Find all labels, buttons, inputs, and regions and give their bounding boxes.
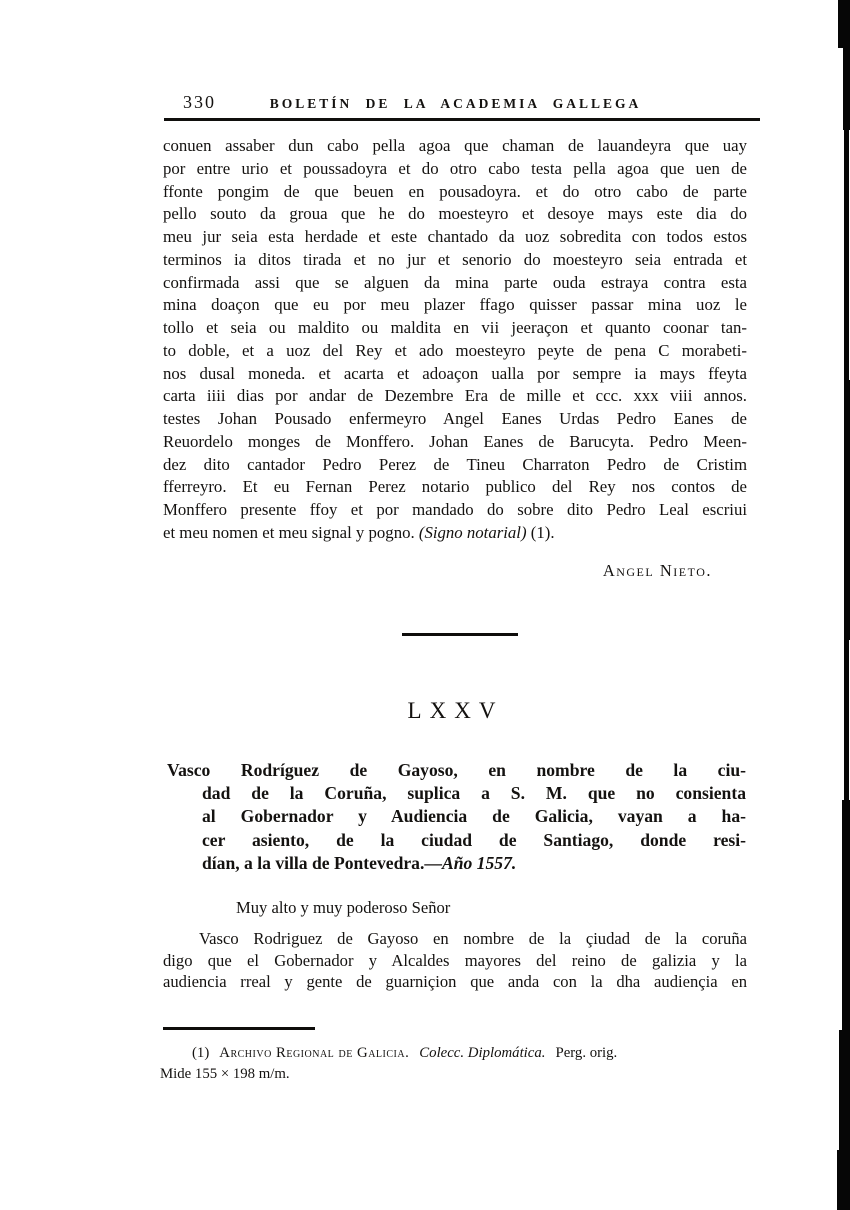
charter-line: testes Johan Pousado enfermeyro Angel Eanes Urdas Pedro Eanes de: [163, 409, 747, 428]
charter-line: mina doaçon que eu por meu plazer ffago quisser passar mina uoz le: [163, 295, 747, 315]
footnote-rule: [163, 1027, 315, 1030]
heading-line: dad de la Coruña, suplica a S. M. que no consienta: [202, 783, 746, 804]
charter-line: to doble, et a uoz del Rey et ado moesteyro peyte de pena C morabeti-: [163, 340, 747, 360]
charter-last-text: et meu nomen et meu signal y pogno.: [163, 522, 419, 542]
section-number: LXXV: [407, 698, 504, 723]
charter-line: ffonte pongim de que beuen en pousadoyra. et do otro cabo de parte: [163, 181, 747, 201]
page-number: 330: [183, 92, 216, 112]
charter-line: nos dusal moneda. et acarta et adoaçon ualla por sempre ia mays ffeyta: [163, 363, 747, 383]
charter-line: fferreyro. Et eu Fernan Perez notario publico del Rey nos contos de: [163, 477, 747, 497]
petition-line: Vasco Rodriguez de Gayoso en nombre de la çiudad de la coruña: [199, 929, 747, 948]
heading-last-line: [167, 852, 746, 875]
petition-line: audiencia rreal y gente de guarniçion que anda con la dha audiençia en: [163, 972, 747, 992]
charter-line: terminos ia ditos tirada et no jur et senorio do moesteyro seia entrada et: [163, 249, 747, 269]
scan-edge-segment: [843, 48, 850, 130]
heading-line: al Gobernador y Audiencia de Galicia, vayan a ha-: [202, 806, 746, 827]
section-divider-rule: [402, 633, 518, 636]
scan-edge-segment: [839, 1030, 850, 1150]
heading-line: cer asiento, de la ciudad de Santiago, donde resi-: [202, 829, 746, 850]
document-heading: [167, 759, 746, 875]
footnote-support: Perg. orig.: [555, 1045, 618, 1061]
scan-edge-segment: [844, 130, 849, 380]
charter-line: conuen assaber dun cabo pella agoa que chaman de lauandeyra que uay: [163, 136, 747, 155]
footnote-ref: (1).: [526, 522, 555, 542]
charter-line: Reuordelo monges de Monffero. Johan Eanes de Barucyta. Pedro Meen-: [163, 431, 747, 451]
footnote: [160, 1043, 752, 1085]
heading-line: Vasco Rodríguez de Gayoso, en nombre de la ciu-: [167, 760, 746, 780]
charter-line: Monffero presente ffoy et por mandado do sobre dito Pedro Leal escriui: [163, 500, 747, 519]
charter-line: tollo et seia ou maldito ou maldita en vii jeeraçon et quanto coonar tan-: [163, 318, 747, 337]
charter-line: por entre urio et poussadoyra et do otro cabo testa pella agoa que uen de: [163, 158, 747, 178]
scan-edge-segment: [844, 640, 849, 800]
petition-line: digo que el Gobernador y Alcaldes mayores del reino de galizia y la: [163, 950, 747, 970]
footnote-collection: Colecc. Diplomática.: [419, 1045, 546, 1061]
footnote-archive: Archivo Regional de Galicia.: [219, 1045, 410, 1061]
heading-year: Año 1557.: [441, 852, 517, 873]
scan-edge-segment: [837, 1150, 850, 1210]
header-rule: [164, 118, 760, 121]
journal-title: BOLETÍN DE LA ACADEMIA GALLEGA: [269, 96, 642, 111]
petition-paragraph: [163, 928, 747, 993]
charter-last-line: [163, 522, 747, 545]
charter-line: dez dito cantador Pedro Perez de Tineu Charraton Pedro de Cristim: [163, 454, 747, 474]
charter-line: carta iiii dias por andar de Dezembre Era de mille et ccc. xxx viii annos.: [163, 386, 747, 406]
salutation: Muy alto y muy poderoso Señor: [236, 898, 451, 917]
footnote-line: [160, 1043, 752, 1064]
charter-line: confirmada assi que se alguen da mina parte ouda estraya contra esta: [163, 272, 747, 292]
charter-line: meu jur seia esta herdade et este chantado da uoz sobredita con todos estos: [163, 227, 747, 246]
footnote-marker: (1): [192, 1045, 210, 1061]
notary-sign-note: (Signo notarial): [418, 522, 527, 542]
scan-edge-segment: [844, 380, 850, 640]
author-signature: Angel Nieto.: [602, 561, 712, 580]
charter-paragraph: [163, 135, 747, 545]
footnote-line: Mide 155 × 198 m/m.: [160, 1066, 290, 1082]
scan-edge-segment: [838, 0, 850, 48]
charter-line: pello souto da groua que he do moesteyro et desoye mays este dia do: [163, 204, 747, 224]
scan-edge-artifact: [834, 0, 850, 1210]
scan-edge-segment: [842, 800, 850, 1030]
heading-last-text: dían, a la villa de Pontevedra.—: [202, 852, 442, 873]
